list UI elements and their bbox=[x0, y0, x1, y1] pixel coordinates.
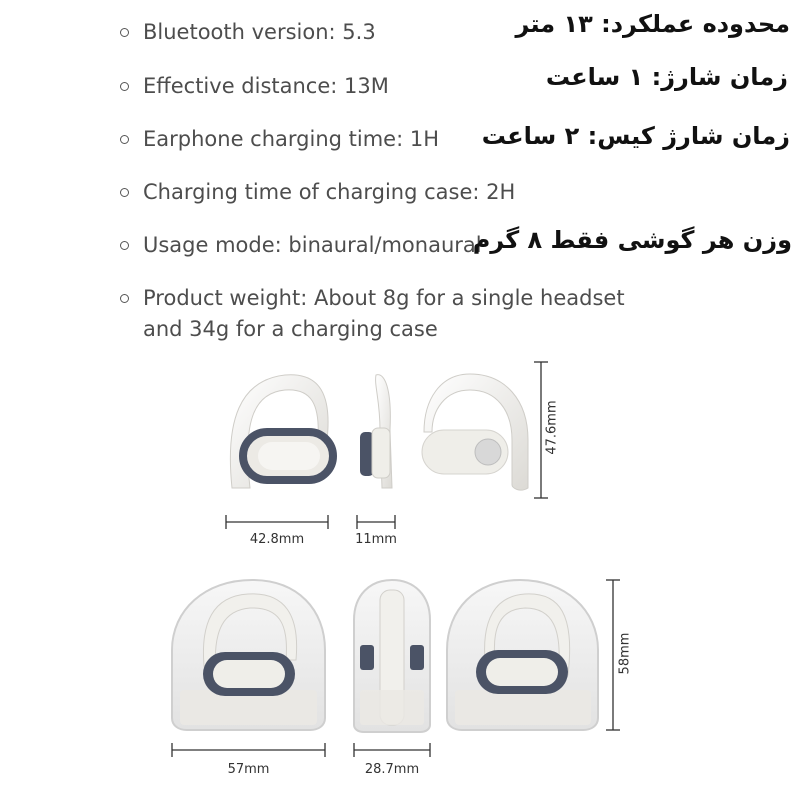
earphone-width-label: 42.8mm bbox=[249, 532, 305, 547]
earphone-height-label: 47.6mm bbox=[544, 400, 560, 455]
persian-note-case-charge-time: زمان شارژ کیس: ۲ ساعت bbox=[481, 122, 790, 150]
case-width-label: 57mm bbox=[227, 762, 270, 777]
earphone-back-view bbox=[422, 374, 528, 490]
persian-note-weight: وزن هر گوشی فقط ۸ گرم bbox=[472, 226, 792, 254]
case-side-view bbox=[354, 580, 430, 732]
persian-note-charge-time: زمان شارژ: ۱ ساعت bbox=[545, 63, 788, 91]
persian-note-range: محدوده عملکرد: ۱۳ متر bbox=[515, 10, 790, 38]
spec-text: Effective distance: 13M bbox=[143, 74, 389, 98]
spec-text: Usage mode: binaural/monaural bbox=[143, 233, 482, 257]
spec-text: Charging time of charging case: 2H bbox=[143, 180, 516, 204]
spec-text: Earphone charging time: 1H bbox=[143, 127, 439, 151]
earphone-side-view bbox=[360, 375, 392, 488]
case-back-view bbox=[447, 580, 598, 730]
earphone-front-view bbox=[230, 375, 333, 488]
case-front-view bbox=[172, 580, 325, 730]
case-height-label: 58mm bbox=[617, 632, 633, 675]
spec-text: Product weight: About 8g for a single headset and 34g for a charging case bbox=[143, 286, 625, 341]
earphone-depth-label: 11mm bbox=[355, 532, 397, 547]
spec-text: Bluetooth version: 5.3 bbox=[143, 20, 376, 44]
case-depth-label: 28.7mm bbox=[364, 762, 420, 777]
